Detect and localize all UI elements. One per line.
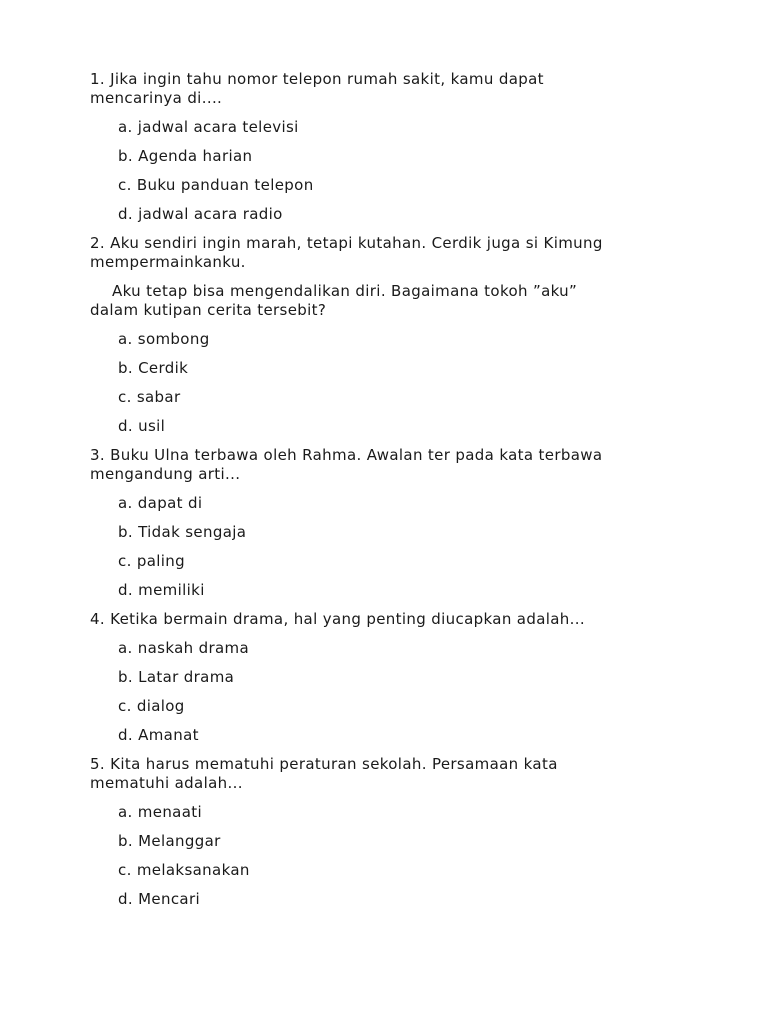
option-b: b. Agenda harian (118, 147, 253, 165)
option-b: b. Melanggar (118, 832, 221, 850)
option-c: c. dialog (118, 697, 185, 715)
question-passage (90, 282, 730, 320)
option-a: a. menaati (118, 803, 203, 821)
question-line: Aku tetap bisa mengendalikan diri. Bagaimana tokoh ”aku” (112, 282, 578, 300)
option-c: c. Buku panduan telepon (118, 176, 314, 194)
question-line: 5. Kita harus mematuhi peraturan sekolah. Persamaan kata (90, 755, 558, 773)
option-a: a. jadwal acara televisi (118, 118, 299, 136)
option-c: c. sabar (118, 388, 181, 406)
option-d: d. Mencari (118, 890, 201, 908)
option-c: c. paling (118, 552, 186, 570)
question-1 (90, 70, 730, 224)
option-a: a. dapat di (118, 494, 203, 512)
option-a: a. naskah drama (118, 639, 250, 657)
question-line: mempermainkanku. (90, 253, 246, 271)
option-d: d. usil (118, 417, 166, 435)
question-line: 3. Buku Ulna terbawa oleh Rahma. Awalan ter pada kata terbawa (90, 446, 603, 464)
option-d: d. Amanat (118, 726, 199, 744)
question-line: mengandung arti... (90, 465, 241, 483)
question-4 (90, 610, 730, 745)
question-text (90, 234, 730, 272)
question-text (90, 610, 730, 629)
question-3 (90, 446, 730, 600)
question-line: mematuhi adalah... (90, 774, 243, 792)
option-b: b. Cerdik (118, 359, 189, 377)
question-text (90, 70, 730, 108)
option-d: d. memiliki (118, 581, 205, 599)
question-text (90, 755, 730, 793)
question-line: 1. Jika ingin tahu nomor telepon rumah sakit, kamu dapat (90, 70, 544, 88)
question-line: mencarinya di.... (90, 89, 223, 107)
question-line: 4. Ketika bermain drama, hal yang penting diucapkan adalah... (90, 610, 586, 628)
quiz-document (90, 70, 730, 919)
option-d: d. jadwal acara radio (118, 205, 283, 223)
option-b: b. Tidak sengaja (118, 523, 247, 541)
question-2 (90, 234, 730, 436)
option-b: b. Latar drama (118, 668, 235, 686)
option-c: c. melaksanakan (118, 861, 250, 879)
question-line: dalam kutipan cerita tersebit? (90, 301, 327, 319)
question-text (90, 446, 730, 484)
question-line: 2. Aku sendiri ingin marah, tetapi kutahan. Cerdik juga si Kimung (90, 234, 603, 252)
question-5 (90, 755, 730, 909)
option-a: a. sombong (118, 330, 210, 348)
